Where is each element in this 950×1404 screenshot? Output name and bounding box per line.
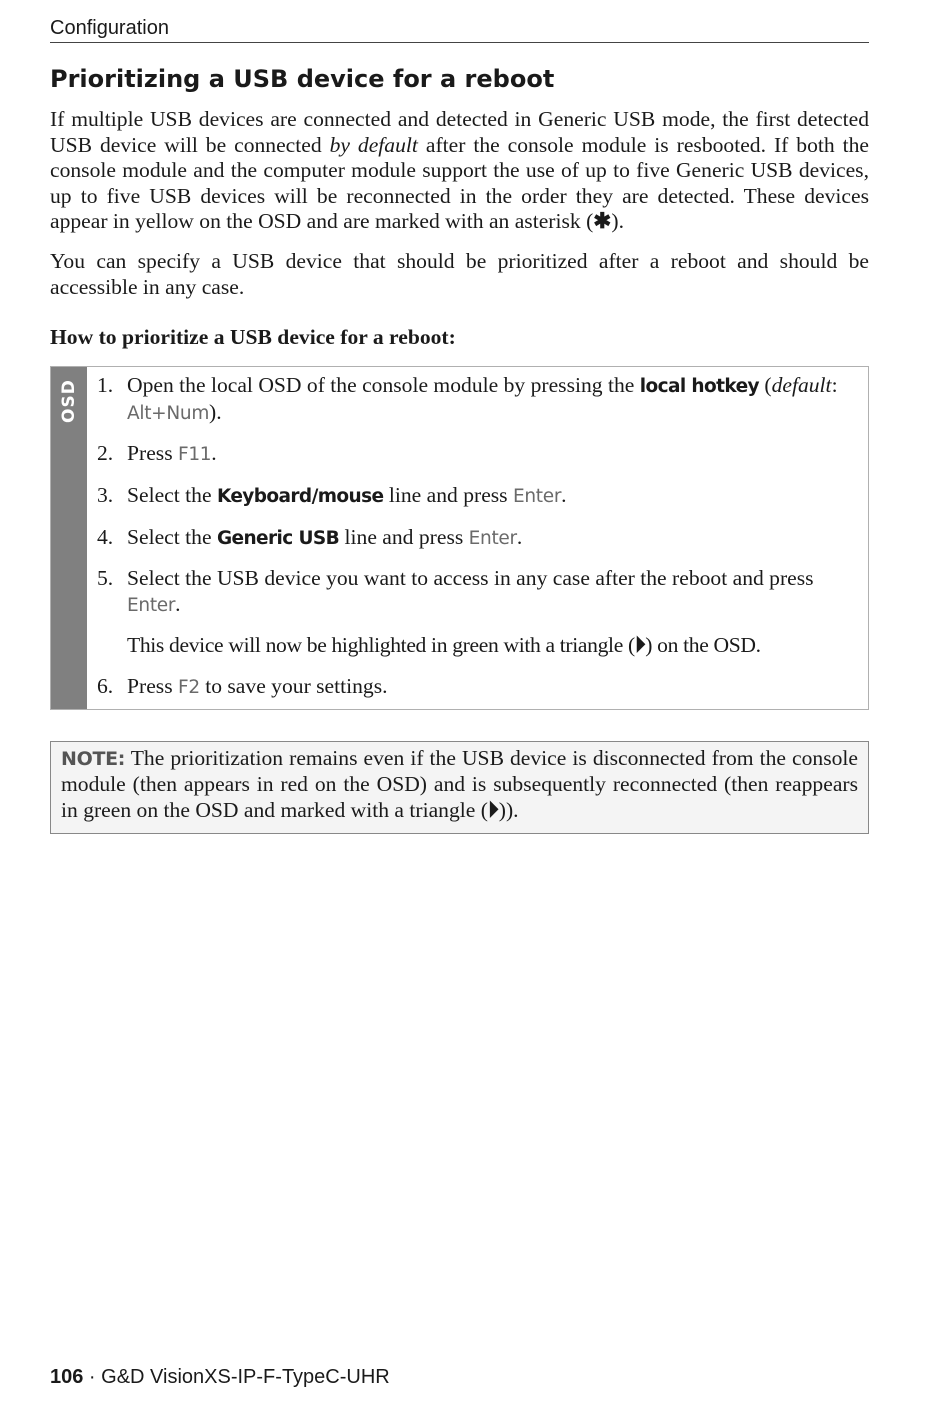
- step-5: [97, 566, 848, 659]
- step-text-part: Select the USB device you want to access in any case after the reboot and press: [127, 566, 814, 591]
- step-text-part: (: [758, 373, 772, 398]
- page-footer: [50, 1366, 390, 1389]
- step-text-part: .: [211, 441, 217, 466]
- step-text: [127, 566, 848, 659]
- step-text: [127, 525, 848, 552]
- step-text: [127, 441, 848, 468]
- key-name: Enter: [127, 594, 176, 616]
- step-6: [97, 674, 848, 701]
- page-content: [50, 62, 869, 834]
- osd-label: OSD: [59, 379, 79, 424]
- step-text: [127, 373, 848, 426]
- step-text-part: This device will now be highlighted in green with a triangle (: [127, 633, 635, 658]
- note-label: NOTE:: [61, 747, 126, 770]
- step-text-part: :: [831, 373, 838, 398]
- intro-paragraph-2: You can specify a USB device that should be prioritized after a reboot and should be accessible in any case.: [50, 248, 869, 299]
- intro-paragraph-1: [50, 107, 869, 235]
- page-number: 106: [50, 1366, 84, 1388]
- step-text-part: Select the: [127, 482, 217, 507]
- intro-text: If multiple USB devices are connected and detected in Generic USB mode, the first detected USB device will be connected: [50, 107, 869, 157]
- key-name: Alt+Num: [127, 402, 210, 424]
- ui-term: local hotkey: [639, 376, 759, 398]
- step-text-part: Press: [127, 673, 178, 698]
- key-name: Enter: [512, 485, 562, 507]
- step-italic: default: [771, 373, 832, 398]
- step-text-part: .: [175, 591, 181, 616]
- step-4: [97, 525, 848, 552]
- osd-steps-box: [50, 366, 869, 709]
- howto-heading: How to prioritize a USB device for a reboot:: [50, 325, 456, 350]
- step-3: [97, 483, 848, 510]
- key-name: Enter: [468, 527, 517, 549]
- steps-list: [87, 367, 868, 708]
- step-text-part: line and press: [383, 482, 513, 507]
- step-number: 4.: [97, 524, 114, 549]
- step-text-part: Open the local OSD of the console module by pressing the: [127, 373, 640, 398]
- note-text: The prioritization remains even if the USB device is disconnected from the console module (then appears in red on the OSD) and is subsequently reconnected (then reappears in green on the OSD and marked with a triangle (: [61, 745, 858, 822]
- section-title: Configuration: [50, 17, 169, 39]
- ui-term: Keyboard/mouse: [216, 485, 384, 507]
- step-number: 6.: [97, 673, 114, 698]
- intro-text: after the console module is resbooted. If both the console module and the computer module support the use of up to five Generic USB devices, up to five USB devices will be reconnected in the order they are detected. These devices appear in yellow on the OSD and are marked with an asterisk (: [50, 132, 869, 234]
- step-text-part: .: [516, 524, 523, 549]
- step-text-part: Press: [127, 441, 178, 466]
- step-number: 3.: [97, 482, 114, 507]
- page-header: [50, 14, 869, 43]
- note-text: )).: [498, 797, 519, 822]
- intro-italic: by default: [329, 132, 418, 157]
- triangle-icon: ⏵: [487, 797, 499, 822]
- note-box: [50, 741, 869, 835]
- osd-sidebar: [51, 367, 87, 708]
- step-text: [127, 674, 848, 701]
- step-1: [97, 373, 848, 426]
- triangle-icon: ⏵: [634, 633, 646, 658]
- product-name: G&D VisionXS-IP-F-TypeC-UHR: [101, 1366, 390, 1388]
- step-text-part: line and press: [339, 524, 469, 549]
- step-text-part: ) on the OSD.: [645, 633, 761, 658]
- page-title: Prioritizing a USB device for a reboot: [50, 65, 555, 93]
- step-text-part: to save your settings.: [199, 673, 388, 698]
- footer-separator: ·: [83, 1366, 102, 1388]
- ui-term: Generic USB: [216, 527, 340, 549]
- step-number: 5.: [97, 566, 114, 591]
- step-text-part: Select the: [127, 524, 217, 549]
- step-2: [97, 441, 848, 468]
- intro-text: ).: [611, 209, 624, 234]
- step-text-part: .: [561, 482, 567, 507]
- step-text-part: ).: [209, 399, 222, 424]
- key-name: F2: [178, 676, 200, 698]
- step-text: [127, 483, 848, 510]
- step-number: 2.: [97, 441, 114, 466]
- step-number: 1.: [97, 373, 114, 398]
- step-5-result: [127, 633, 848, 659]
- asterisk-icon: ✱: [593, 209, 612, 234]
- key-name: F11: [178, 444, 212, 466]
